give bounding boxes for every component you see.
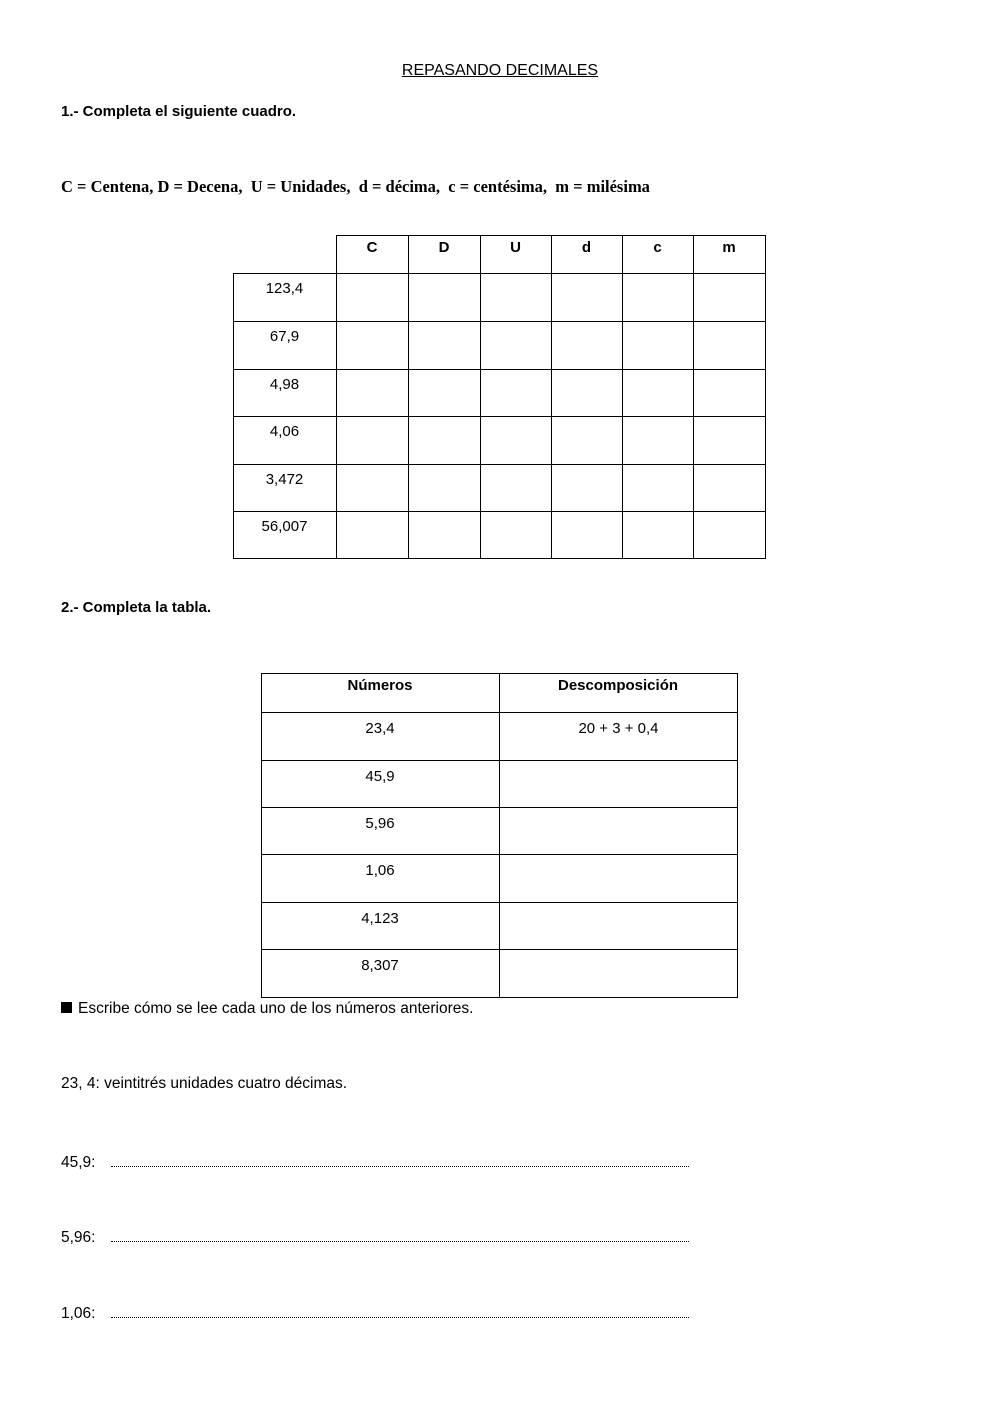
answer-cell[interactable]: [552, 465, 622, 511]
answer-cell[interactable]: [694, 512, 765, 558]
answer-cell[interactable]: [694, 370, 765, 416]
row-number: 123,4: [265, 280, 304, 297]
answer-cell[interactable]: [337, 370, 408, 416]
answer-cell[interactable]: [409, 417, 480, 464]
answer-cell[interactable]: [481, 465, 551, 511]
answer-cell[interactable]: [694, 417, 765, 464]
place-value-legend: C = Centena, D = Decena, U = Unidades, d = décima, c = centésima, m = milésima: [61, 177, 650, 196]
answer-cell[interactable]: [552, 417, 622, 464]
answer-cell[interactable]: [623, 274, 693, 321]
answer-cell[interactable]: [481, 274, 551, 321]
column-header: U: [510, 239, 521, 256]
answer-cell[interactable]: [481, 417, 551, 464]
table-border: [233, 558, 766, 559]
column-header: d: [581, 239, 592, 256]
column-header: Descomposición: [557, 677, 679, 694]
number-cell: 5,96: [365, 815, 395, 832]
row-number: 4,06: [269, 423, 300, 440]
page-title: REPASANDO DECIMALES: [401, 62, 599, 79]
answer-cell[interactable]: [694, 322, 765, 369]
row-number: 4,98: [269, 376, 300, 393]
number-cell: 1,06: [365, 862, 395, 879]
reading-line[interactable]: 1,06:: [61, 1303, 689, 1323]
answer-cell[interactable]: [337, 274, 408, 321]
question-2-heading: 2.- Completa la tabla.: [61, 599, 212, 616]
row-number: 67,9: [269, 328, 300, 345]
answer-cell[interactable]: [481, 370, 551, 416]
dotted-answer-line[interactable]: [111, 1303, 689, 1318]
answer-cell[interactable]: [481, 512, 551, 558]
column-header: D: [438, 239, 450, 256]
answer-cell[interactable]: [623, 417, 693, 464]
answer-cell[interactable]: [409, 322, 480, 369]
answer-cell[interactable]: [623, 370, 693, 416]
dotted-answer-line[interactable]: [111, 1227, 689, 1242]
answer-cell[interactable]: [409, 370, 480, 416]
answer-cell[interactable]: [552, 370, 622, 416]
answer-cell[interactable]: [481, 322, 551, 369]
question-1-heading: 1.- Completa el siguiente cuadro.: [61, 103, 297, 120]
row-number: 3,472: [265, 471, 304, 488]
table-border: [737, 673, 738, 998]
reading-example: 23, 4: veintitrés unidades cuatro décimas.: [61, 1075, 348, 1092]
answer-cell[interactable]: [552, 274, 622, 321]
reading-instruction: Escribe cómo se lee cada uno de los números anteriores.: [61, 1000, 473, 1018]
number-cell: 8,307: [361, 957, 399, 974]
answer-cell[interactable]: [552, 322, 622, 369]
row-number: 56,007: [261, 518, 308, 535]
answer-cell[interactable]: [409, 512, 480, 558]
column-header: C: [366, 239, 378, 256]
answer-cell[interactable]: [623, 512, 693, 558]
answer-cell[interactable]: [694, 274, 765, 321]
answer-cell[interactable]: [623, 465, 693, 511]
square-bullet-icon: [61, 1002, 72, 1013]
answer-cell[interactable]: [552, 512, 622, 558]
dotted-answer-line[interactable]: [111, 1152, 689, 1167]
number-cell: 45,9: [365, 768, 395, 785]
table-border: [233, 273, 234, 559]
decomposition-cell: 20 + 3 + 0,4: [578, 720, 659, 737]
reading-line[interactable]: 5,96:: [61, 1227, 689, 1247]
answer-cell[interactable]: [337, 417, 408, 464]
reading-line[interactable]: 45,9:: [61, 1152, 689, 1172]
answer-cell[interactable]: [337, 465, 408, 511]
column-header: m: [722, 239, 736, 256]
answer-cell[interactable]: [409, 274, 480, 321]
column-header: Números: [347, 677, 413, 694]
number-cell: 23,4: [365, 720, 395, 737]
answer-cell[interactable]: [694, 465, 765, 511]
answer-cell[interactable]: [409, 465, 480, 511]
answer-cell[interactable]: [337, 512, 408, 558]
column-header: c: [653, 239, 662, 256]
answer-cell[interactable]: [337, 322, 408, 369]
table-border: [765, 235, 766, 559]
number-cell: 4,123: [361, 910, 399, 927]
answer-cell[interactable]: [623, 322, 693, 369]
